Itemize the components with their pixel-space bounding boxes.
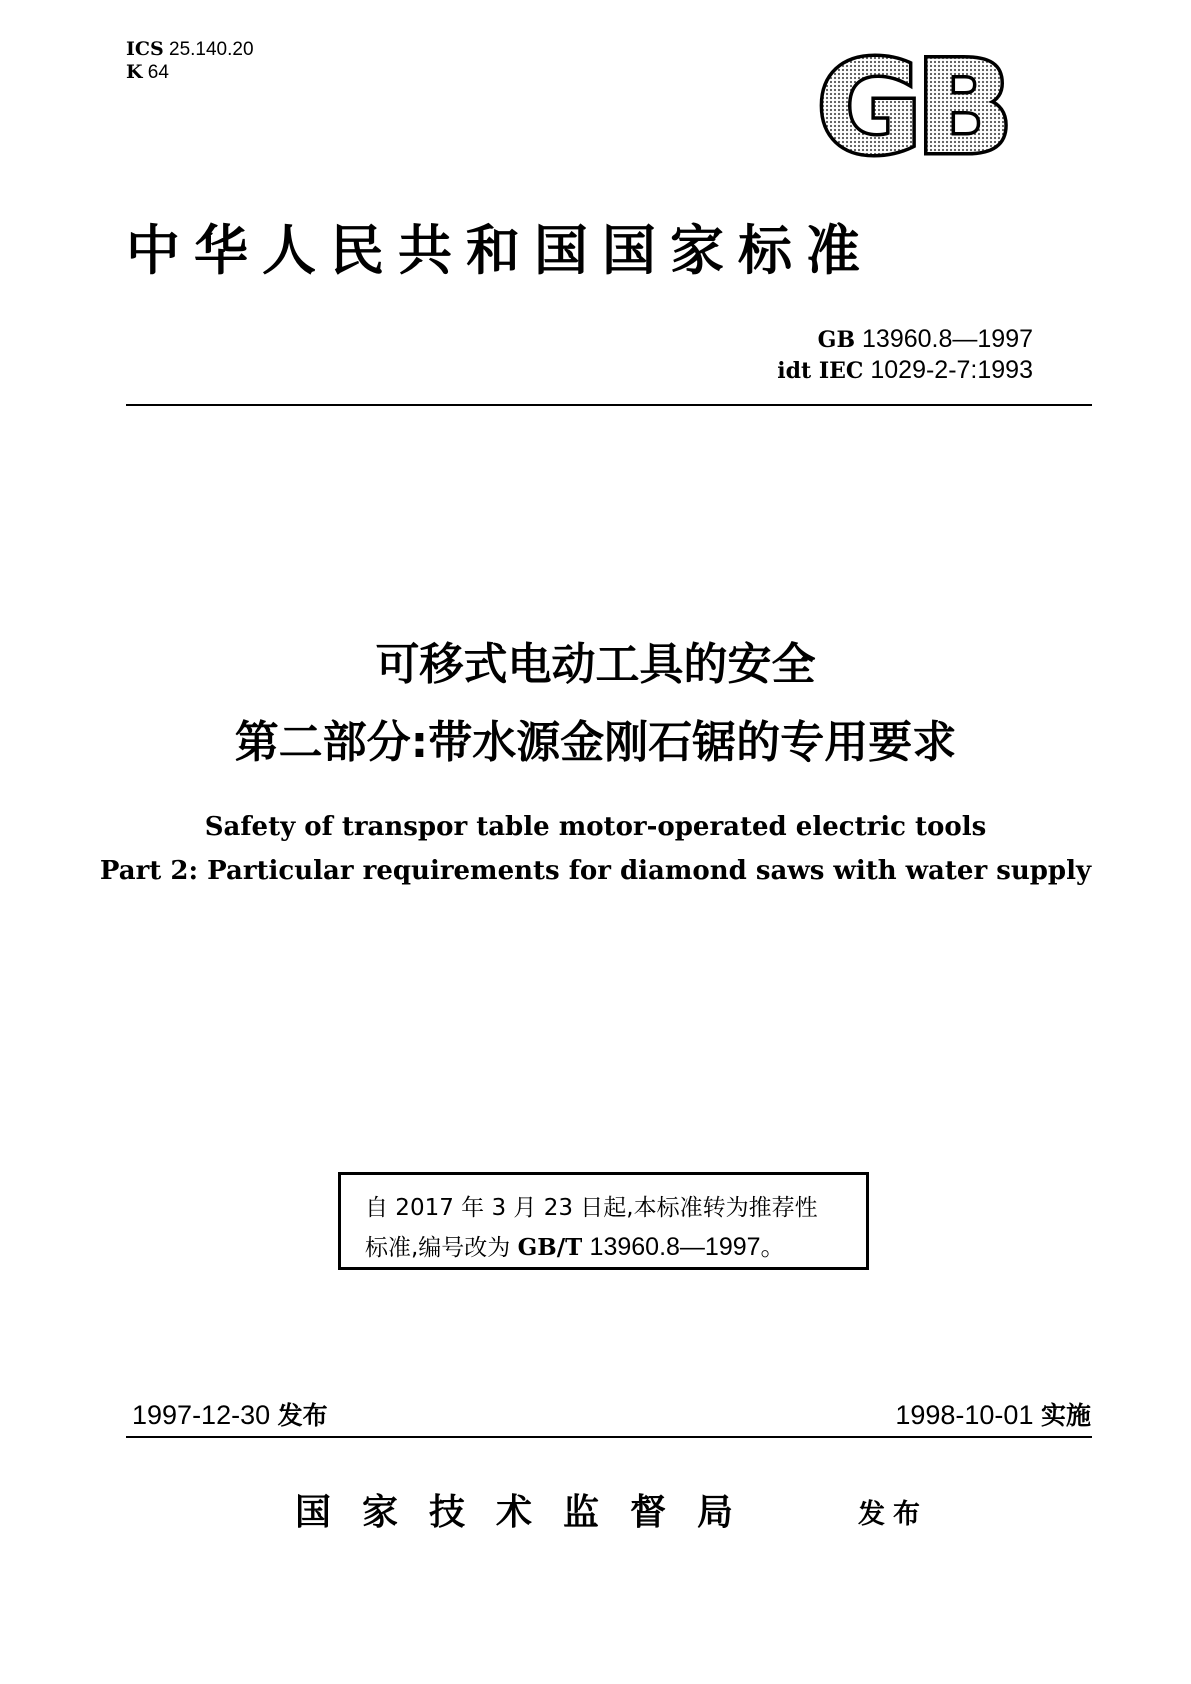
part-label: Part 2: [99,856,199,886]
gb-logo [805,52,1020,164]
classification-codes [126,38,254,84]
notice-line2 [365,1228,866,1268]
title-cn-line2: 第二部分:带水源金刚石锯的专用要求 [234,717,957,768]
issuer-action: 发布 [858,1499,928,1530]
ics-code: 25.140.20 [169,39,254,60]
idt-label: idt IEC [777,358,864,384]
issue-label: 发布 [277,1401,328,1430]
national-standard-title: 中华人民共和国国家标准 [126,219,874,282]
gb-number: 13960.8—1997 [862,325,1033,353]
notice-gbt-number: 13960.8—1997。 [589,1233,786,1261]
standard-number-block [777,324,1033,386]
effective-label: 实施 [1040,1401,1091,1430]
header-divider [126,404,1092,406]
effective-date-block [895,1396,1091,1432]
ics-label: ICS [126,38,164,60]
notice-gbt-label: GB/T [517,1234,583,1261]
title-en-line1: Safety of transpor table motor-operated electric tools [204,812,987,842]
notice-line2-text: 标准,编号改为 [365,1235,511,1261]
title-en-line2 [0,856,1191,886]
part-title: Particular requirements for diamond saws with water supply [207,856,1092,886]
issue-date-block [132,1396,328,1432]
logo-text: GB [816,52,1008,164]
issue-date: 1997-12-30 [132,1400,271,1430]
ccs-label: K [126,61,143,83]
notice-line1: 自 2017 年 3 月 23 日起,本标准转为推荐性 [365,1195,818,1221]
gb-label: GB [817,327,856,353]
ccs-code: 64 [147,62,169,83]
effective-date: 1998-10-01 [895,1400,1034,1430]
ics-line [126,38,254,61]
title-cn-line1: 可移式电动工具的安全 [375,639,816,690]
issuer-name: 国家技术监督局 [295,1492,765,1533]
footer-divider [126,1436,1092,1438]
gb-number-line [777,324,1033,355]
idt-number: 1029-2-7:1993 [870,356,1033,384]
idt-line [777,355,1033,386]
notice-box [338,1172,869,1270]
ccs-line [126,61,254,84]
